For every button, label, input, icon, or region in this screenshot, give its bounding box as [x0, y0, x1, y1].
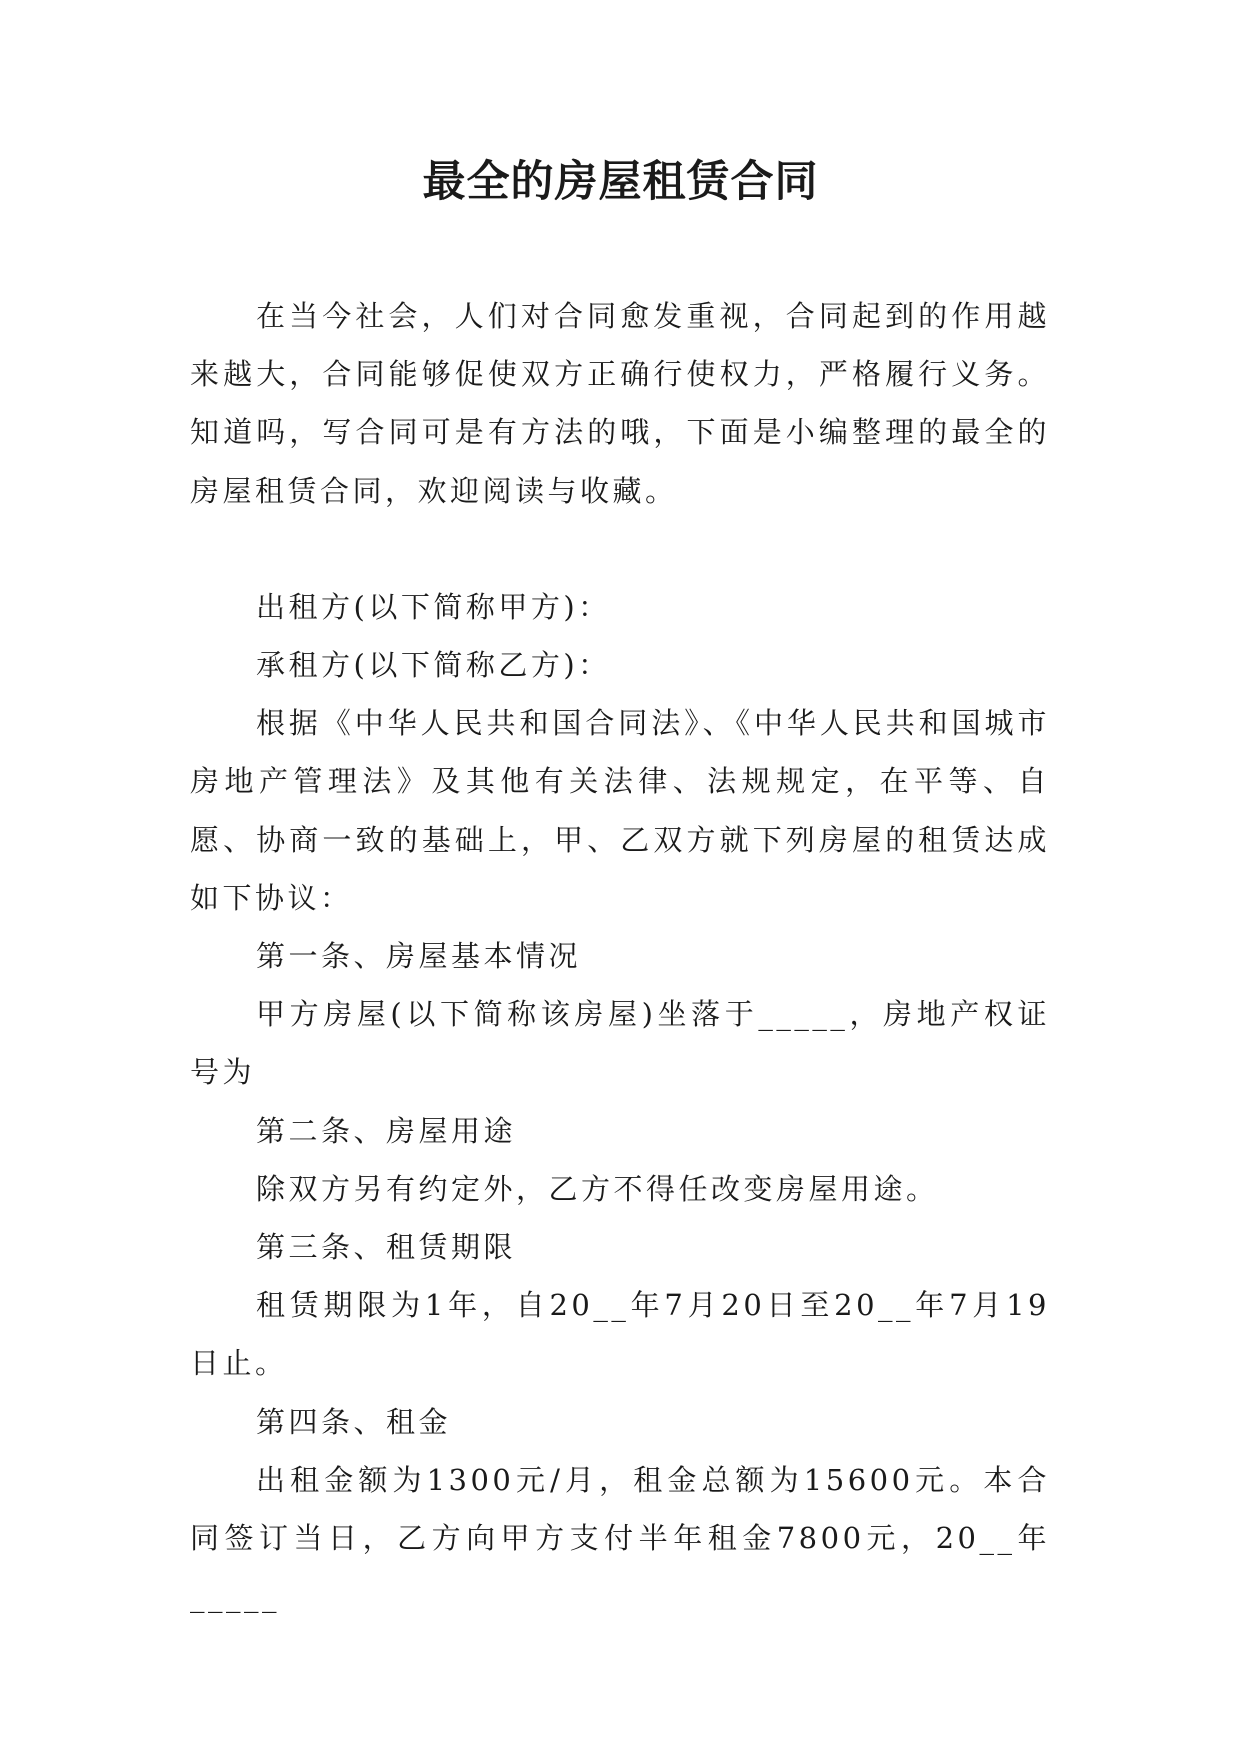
article-1-heading: 第一条、房屋基本情况 — [256, 939, 582, 974]
article-1-text: 甲方房屋(以下简称该房屋)坐落于_____，房地产权证号为 — [190, 997, 1050, 1090]
lessor-line: 出租方(以下简称甲方)： — [256, 589, 611, 624]
article-3-text: 租赁期限为1年，自20__年7月20日至20__年7月19日止。 — [190, 1288, 1050, 1381]
article-2-text: 除双方另有约定外，乙方不得任改变房屋用途。 — [256, 1171, 939, 1206]
paragraph-spacer — [190, 520, 1050, 578]
intro-paragraph: 在当今社会，人们对合同愈发重视，合同起到的作用越来越大，合同能够促使双方正确行使权力，严格履行义务。知道吗，写合同可是有方法的哦，下面是小编整理的最全的房屋租赁合同，欢迎阅读与收藏。 — [190, 299, 1050, 508]
article-3-heading: 第三条、租赁期限 — [256, 1230, 517, 1265]
legal-basis-paragraph: 根据《中华人民共和国合同法》、《中华人民共和国城市房地产管理法》及其他有关法律、法规规定，在平等、自愿、协商一致的基础上，甲、乙双方就下列房屋的租赁达成如下协议： — [190, 706, 1050, 915]
lessee-line: 承租方(以下简称乙方)： — [256, 648, 611, 683]
article-2-heading: 第二条、房屋用途 — [256, 1113, 517, 1148]
article-4-heading: 第四条、租金 — [256, 1404, 452, 1439]
document-body — [190, 287, 1050, 1625]
article-4-text: 出租金额为1300元/月，租金总额为15600元。本合同签订当日，乙方向甲方支付半年租金7800元，20__年_____ — [190, 1462, 1050, 1614]
document-title: 最全的房屋租赁合同 — [422, 157, 819, 207]
